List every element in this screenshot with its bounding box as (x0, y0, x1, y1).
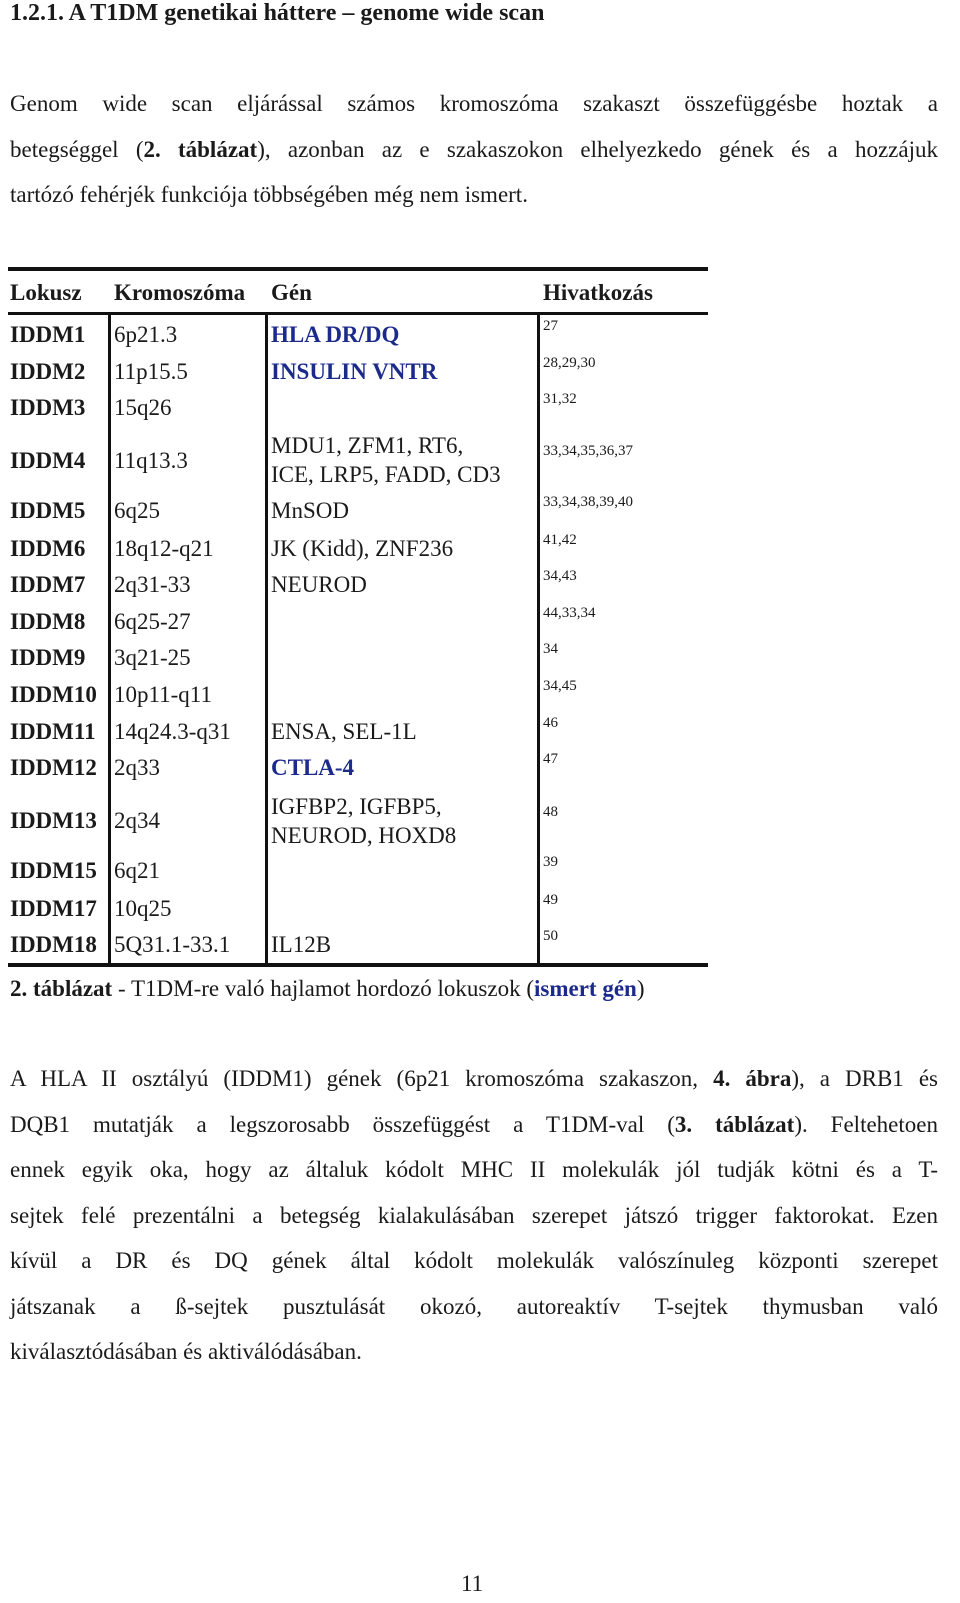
locus-cell: IDDM11 (10, 719, 96, 744)
locus-cell: IDDM15 (10, 858, 97, 883)
table-reference: 2. táblázat (143, 136, 258, 162)
gene-cell: JK (Kidd), ZNF236 (271, 536, 454, 561)
locus-cell: IDDM10 (10, 682, 97, 707)
intro-paragraph (10, 81, 938, 218)
header-locus: Lokusz (10, 280, 82, 305)
chromosome-cell: 5Q31.1-33.1 (114, 932, 231, 957)
column-separator (265, 312, 268, 967)
gene-cell: NEUROD (271, 572, 367, 597)
paragraph-line: ennek egyik oka, hogy az általuk kódolt MHC II molekulák jól tudják kötni és a T- (10, 1157, 938, 1182)
chromosome-cell: 3q21-25 (114, 645, 191, 670)
column-separator (108, 312, 111, 967)
hla-paragraph (10, 1056, 938, 1375)
chromosome-cell: 14q24.3-q31 (114, 719, 231, 744)
chromosome-cell: 15q26 (114, 395, 172, 420)
locus-cell: IDDM17 (10, 896, 97, 921)
locus-cell: IDDM12 (10, 755, 97, 780)
locus-cell: IDDM9 (10, 645, 86, 670)
gene-cell: MnSOD (271, 498, 349, 523)
gene-cell: MDU1, ZFM1, RT6, (271, 433, 464, 458)
gene-cell: IL12B (271, 932, 332, 957)
reference-cell: 34 (543, 641, 558, 657)
locus-cell: IDDM18 (10, 932, 97, 957)
paragraph-line: játszanak a ß-sejtek pusztulását okozó, autoreaktív T-sejtek thymusban való (10, 1293, 938, 1319)
table-header-rule (8, 312, 708, 315)
locus-cell: IDDM6 (10, 536, 86, 561)
caption-end: ) (636, 976, 645, 1001)
column-separator (537, 312, 540, 967)
reference-cell: 27 (543, 318, 558, 334)
section-heading: 1.2.1. A T1DM genetikai háttere – genome wide scan (10, 0, 545, 26)
paragraph-line: kívül a DR és DQ gének által kódolt molekulák valószínuleg központi szerepet (10, 1248, 938, 1273)
reference-cell: 33,34,38,39,40 (543, 494, 633, 510)
gene-cell: CTLA-4 (271, 755, 355, 780)
paragraph-text: ), azonban az e szakaszokon elhelyezkedo gének és a hozzájuk (257, 136, 938, 162)
reference-cell: 44,33,34 (543, 605, 596, 621)
gene-cell: IGFBP2, IGFBP5, (271, 794, 442, 819)
paragraph-text: DQB1 mutatják a legszorosabb összefüggést a T1DM-val ( (10, 1111, 675, 1137)
locus-cell: IDDM3 (10, 395, 86, 420)
paragraph-text: ). Feltehetoen (794, 1111, 938, 1137)
header-gene: Gén (271, 280, 312, 305)
header-chromosome: Kromoszóma (114, 280, 246, 305)
reference-cell: 34,43 (543, 568, 577, 584)
gene-cell: HLA DR/DQ (271, 322, 400, 347)
chromosome-cell: 2q33 (114, 755, 160, 780)
locus-cell: IDDM1 (10, 322, 86, 347)
reference-cell: 46 (543, 715, 558, 731)
reference-cell: 33,34,35,36,37 (543, 443, 633, 459)
reference-cell: 49 (543, 892, 558, 908)
reference-cell: 48 (543, 804, 558, 820)
page-number: 11 (461, 1571, 484, 1596)
chromosome-cell: 11q13.3 (114, 448, 188, 473)
table-reference: 3. táblázat (674, 1111, 795, 1137)
table-top-rule (8, 267, 708, 271)
paragraph-line: Genom wide scan eljárással számos kromoszóma szakaszt összefüggésbe hoztak a (10, 91, 938, 116)
gene-cell-continued: ICE, LRP5, FADD, CD3 (271, 462, 501, 487)
locus-cell: IDDM2 (10, 359, 86, 384)
reference-cell: 34,45 (543, 678, 577, 694)
reference-cell: 50 (543, 928, 558, 944)
chromosome-cell: 6q25-27 (114, 609, 191, 634)
paragraph-text: A HLA II osztályú (IDDM1) gének (6p21 kromoszóma szakaszon, (10, 1066, 714, 1091)
paragraph-line: kiválasztódásában és aktiválódásában. (10, 1339, 362, 1364)
paragraph-line (10, 1102, 938, 1148)
locus-cell: IDDM7 (10, 572, 86, 597)
paragraph-text: betegséggel ( (10, 136, 144, 162)
chromosome-cell: 2q34 (114, 808, 160, 833)
paragraph-line: sejtek felé prezentálni a betegség kialakulásában szerepet játszó trigger faktorokat. Ezen (10, 1202, 938, 1228)
paragraph-line (10, 1056, 938, 1102)
chromosome-cell: 6q21 (114, 858, 160, 883)
paragraph-text: ), a DRB1 és (791, 1066, 938, 1091)
caption-label: 2. táblázat (10, 976, 113, 1001)
reference-cell: 39 (543, 854, 558, 870)
chromosome-cell: 18q12-q21 (114, 536, 214, 561)
reference-cell: 47 (543, 751, 558, 767)
locus-cell: IDDM4 (10, 448, 86, 473)
chromosome-cell: 11p15.5 (114, 359, 188, 384)
locus-cell: IDDM8 (10, 609, 86, 634)
chromosome-cell: 10q25 (114, 896, 172, 921)
gene-cell: ENSA, SEL-1L (271, 719, 417, 744)
gene-cell: INSULIN VNTR (271, 359, 438, 384)
table-caption (10, 974, 645, 1004)
caption-text: - T1DM-re való hajlamot hordozó lokuszok ( (112, 976, 535, 1001)
gene-cell-continued: NEUROD, HOXD8 (271, 823, 457, 848)
reference-cell: 41,42 (543, 532, 577, 548)
paragraph-line (10, 127, 938, 173)
reference-cell: 28,29,30 (543, 355, 596, 371)
chromosome-cell: 6p21.3 (114, 322, 178, 347)
chromosome-cell: 6q25 (114, 498, 160, 523)
caption-highlight: ismert gén (534, 976, 637, 1001)
reference-cell: 31,32 (543, 391, 577, 407)
header-reference: Hivatkozás (543, 280, 653, 305)
chromosome-cell: 2q31-33 (114, 572, 191, 597)
locus-cell: IDDM5 (10, 498, 86, 523)
table-bottom-rule (8, 963, 708, 967)
locus-cell: IDDM13 (10, 808, 97, 833)
figure-reference: 4. ábra (713, 1066, 792, 1091)
paragraph-line: tartózó fehérjék funkciója többségében még nem ismert. (10, 182, 528, 207)
chromosome-cell: 10p11-q11 (114, 682, 212, 707)
